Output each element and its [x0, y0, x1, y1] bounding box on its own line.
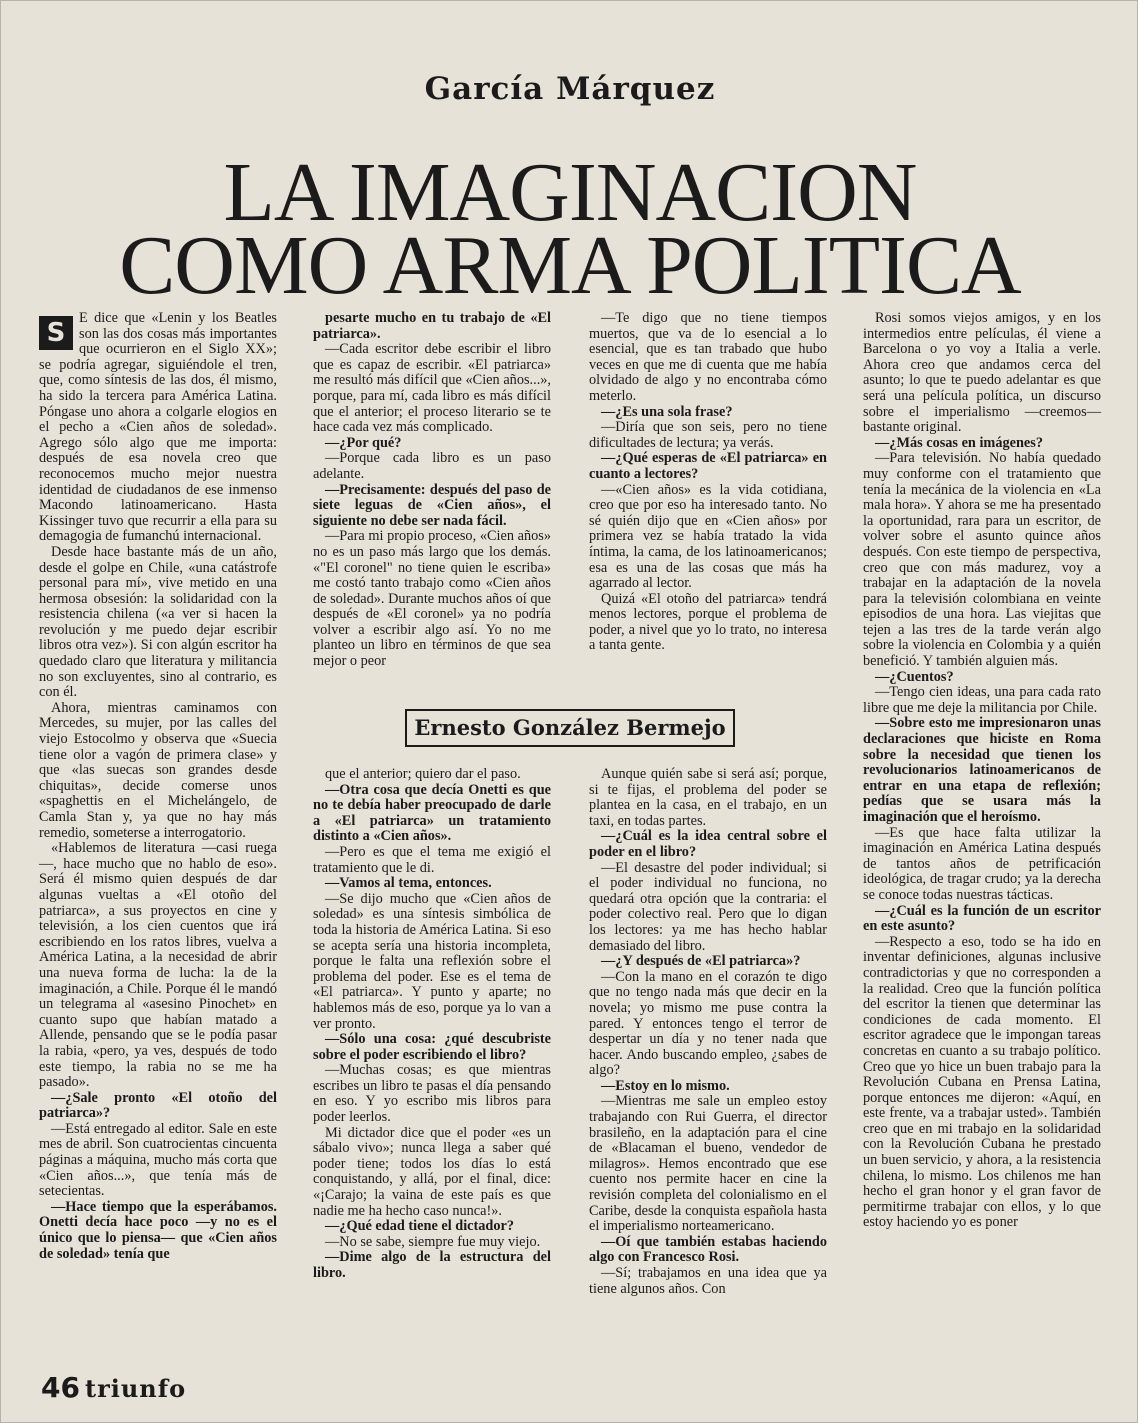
interview-question: —¿Cuál es la idea central sobre el poder en el libro?	[589, 828, 827, 860]
interview-question: —¿Cuál es la función de un escritor en este asunto?	[863, 902, 1101, 935]
column-2-bottom	[313, 767, 551, 1282]
column-1	[39, 311, 277, 1262]
paragraph: Mi dictador dice que el poder «es un sábalo vivo»; nunca llega a saber qué poder tiene; todos los días lo está conquistando, y allá, por el final, dice: «¡Carajo; la vaina de este país es que nadie me ha hecho caso nunca!».	[313, 1124, 551, 1219]
paragraph: —«Cien años» es la vida cotidiana, creo que por eso ha interesado tanto. No sé quién dijo que en «Cien años» por primera vez se había tratado la vida íntima, la cama, de los latinoamericanos; esa es una de las cosas que más ha agarrado al lector.	[589, 481, 827, 592]
paragraph: —El desastre del poder individual; si el poder individual no funciona, no quedará otra opción que la contraria: el poder colectivo real. Pero que lo digan los lectores: ya me has hecho hablar demasiado del libro.	[589, 859, 827, 954]
paragraph: —Para mi propio proceso, «Cien años» no es un paso más largo que los demás. «"El coronel" no tiene quien le escriba» me costó tanto trabajo como «Cien años de soledad». Durante muchos años oí que después de «El coronel» ya no podría volver a escribir algo así. Yo no me planteo un libro en términos de que sea mejor o peor	[313, 528, 551, 670]
interview-question: —Sólo una cosa: ¿qué descubriste sobre el poder escribiendo el libro?	[313, 1031, 551, 1063]
interview-question: —Otra cosa que decía Onetti es que no te debía haber preocupado de darle a «El patriarca» un tratamiento distinto a «Cien años».	[313, 781, 551, 845]
interview-question: —Estoy en lo mismo.	[601, 1077, 730, 1094]
interview-question: —¿Qué esperas de «El patriarca» en cuanto a lectores?	[589, 450, 827, 482]
paragraph: —Tengo cien ideas, una para cada rato libre que me deje la militancia por Chile.	[863, 684, 1101, 716]
column-4	[863, 311, 1101, 1231]
paragraph: —Cada escritor debe escribir el libro que es capaz de escribir. «El patriarca» me resultó más difícil que «Cien años...», porque, para mí, cada libro es más difícil que el anterior; el proceso literario se te hace cada vez más complicado.	[313, 341, 551, 436]
interview-question: —Dime algo de la estructura del libro.	[313, 1249, 551, 1281]
headline-line-1: LA IMAGINACION	[223, 146, 917, 239]
headline-line-2: COMO ARMA POLITICA	[119, 219, 1021, 312]
paragraph: —Pero es que el tema me exigió el tratamiento que le di.	[313, 843, 551, 876]
interview-question: —¿Cuentos?	[875, 668, 954, 685]
paragraph: Ahora, mientras caminamos con Mercedes, su mujer, por las calles del viejo Estocolmo y observa que «Suecia tiene olor a vagón de primera clase» y que «las suecas son grandes desde chiquitas», decide comerse unos «spaghettis en el Michelángelo, de Camla Stan y, ya que no hay más remedio, someterse a interrogatorio.	[39, 699, 277, 841]
paragraph: —Te digo que no tiene tiempos muertos, que va de lo esencial a lo esencial, que es tan trabado que hubo veces en que me di cuenta que me había olvidado de algo y no encontraba cómo meterlo.	[589, 310, 827, 404]
paragraph: —Porque cada libro es un paso adelante.	[313, 450, 551, 482]
magazine-logo: triunfo	[85, 1374, 187, 1403]
interview-question: —Precisamente: después del paso de siete leguas de «Cien años», el siguiente no debe ser nada fácil.	[313, 481, 551, 529]
paragraph: —Sí; trabajamos en una idea que ya tiene algunos años. Con	[589, 1265, 827, 1297]
byline-box: Ernesto González Bermejo	[405, 709, 735, 747]
paragraph: —Respecto a eso, todo se ha ido en inventar definiciones, algunas inclusive contradictorias y que no corresponden a la realidad. Creo que la función política del escritor la tienen que determinar las condiciones de cada momento. El escritor agradece que le impongan tareas concretas en cuanto a su trabajo político. Creo que yo hice un buen trabajo para la Revolución Cubana en Prensa Latina, porque entonces me dijeron: «Aquí, en este frente, va a trabajar usted». También creo que en mi trabajo en la solidaridad con la Revolución Cubana he prestado un buen servicio, y ahora, a la resistencia chilena, lo mismo. Los chilenos me han hecho el gran honor y el gran favor de permitirme trabajar con ellos, y lo que estoy haciendo yo es poner	[863, 933, 1101, 1231]
paragraph: —Se dijo mucho que «Cien años de soledad» es una síntesis simbólica de toda la historia de América Latina. Si eso se acepta sería una historia incompleta, porque le falta una reflexión sobre el problema del poder. Ese es el tema de «El patriarca». Y punto y aparte; no hablemos más de eso, porque ya lo van a ver pronto.	[313, 890, 551, 1032]
paragraph: —No se sabe, siempre fue muy viejo.	[325, 1233, 541, 1250]
paragraph: —Diría que son seis, pero no tiene dificultades de lectura; ya verás.	[589, 419, 827, 451]
interview-question: —Oí que también estabas haciendo algo con Francesco Rosi.	[589, 1233, 827, 1266]
column-3-bottom	[589, 767, 827, 1297]
paragraph: S E dice que «Lenin y los Beatles son las dos cosas más importantes que ocurrieron en el Siglo XX»; se podría agregar, siguiéndole el tren, que, como síntesis de las dos, él mismo, ha sido la tercera para América Latina. Póngase uno ahora a colgarle elogios en el pecho a «Cien años de soledad». Agrego sólo algo que me importa: después de esa novela creo que reconocemos mucho mejor nuestra identidad de ciudadanos de ese inmenso Macondo latinoamericano. Hasta Kissinger tuvo que recurrir a ella para su demagogia de fumanchú internacional.	[39, 310, 277, 545]
interview-question: —¿Sale pronto «El otoño del patriarca»?	[39, 1089, 277, 1122]
paragraph: Quizá «El otoño del patriarca» tendrá menos lectores, porque el problema de poder, a nivel que yo lo trato, no interesa a tanta gente.	[589, 590, 827, 654]
column-3-top	[589, 311, 827, 654]
interview-question: —¿Es una sola frase?	[601, 403, 733, 420]
paragraph: que el anterior; quiero dar el paso.	[325, 766, 521, 782]
interview-question: —Hace tiempo que la esperábamos. Onetti decía hace poco —y no es el único que lo piensa— que «Cien años de soledad» tenía que	[39, 1198, 277, 1262]
interview-question: —¿Qué edad tiene el dictador?	[325, 1218, 515, 1235]
paragraph: —Para televisión. No había quedado muy conforme con el tratamiento que tenía la mecánica de la violencia en «La mala hora». Y ahora se me ha presentado la oportunidad, rara para un escritor, de volver sobre el asunto quince años después. Con este tiempo de perspectiva, creo que con más madurez, voy a trabajar en la adaptación de la novela para la televisión colombiana en veinte episodios de una hora. Las viejitas que tejen a las tres de la tarde verán algo sobre la violencia en Colombia y a quién benefició. Y también alguien más.	[863, 450, 1101, 670]
paragraph: —Mientras me sale un empleo estoy trabajando con Rui Guerra, el director brasileño, en la adaptación para el cine de «Blacaman el bueno, vendedor de milagros». Hemos encontrado que ese cuento nos permite hacer en cine la revisión completa del colonialismo en el Caribe, desde la conquista española hasta el imperialismo norteamericano.	[589, 1093, 827, 1235]
interview-question: —Sobre esto me impresionaron unas declaraciones que hiciste en Roma sobre la necesidad que tienen los revolucionarios latinoamericanos de entrar en una etapa de reflexión; pedías que se usara más la imaginación que el heroísmo.	[863, 715, 1101, 825]
page-number: 46	[41, 1371, 80, 1404]
paragraph: —Está entregado al editor. Sale en este mes de abril. Son cuatrocientas cincuenta páginas a máquina, mucho más corta que «Cien años...», que tenía más de setecientas.	[39, 1120, 277, 1200]
interview-question: —¿Y después de «El patriarca»?	[601, 953, 801, 970]
interview-question: —¿Más cosas en imágenes?	[875, 434, 1043, 451]
paragraph: —Con la mano en el corazón te digo que no tengo nada más que decir en la novela; yo mismo me puse contra la pared. Y entonces tengo el terror de despertar un día y no tener nada que hacer. Ando buscando empleo, ¿sabes de algo?	[589, 968, 827, 1079]
interview-question: —Vamos al tema, entonces.	[325, 875, 492, 892]
interview-question: —¿Por qué?	[325, 434, 402, 451]
kicker-author: García Márquez	[424, 71, 716, 107]
interview-question: pesarte mucho en tu trabajo de «El patriarca».	[313, 310, 551, 342]
paragraph: Aunque quién sabe si será así; porque, si te fijas, el problema del poder se plantea en la casa, en el trabajo, en un taxi, en todas partes.	[589, 766, 827, 829]
drop-cap: S	[39, 316, 73, 350]
paragraph: «Hablemos de literatura —casi ruega—, hace mucho que no hablo de eso». Será él mismo quien después de dar algunas vueltas a «El otoño del patriarca», a sus proyectos en cine y televisión, a los cien cuentos que irá escribiendo en los ratos libres, vuelva a América Latina, a la necesidad de abrir una nueva forma de lucha: la de la imaginación, a Chile. Porque él le mandó un telegrama al «asesino Pinochet» en cuanto supo que habían matado a Allende, pensando que se le podía pasar la rabia, «pero, ya ves, después de todo este tiempo, la rabia no se me ha pasado».	[39, 840, 277, 1091]
column-2-top	[313, 311, 551, 670]
paragraph: Rosi somos viejos amigos, y en los intermedios entre películas, él viene a Barcelona o yo voy a Italia a verle. Ahora creo que andamos cerca del asunto; lo que te puedo adelantar es que será una película política, un discurso sobre el imperialismo —creemos— bastante original.	[863, 310, 1101, 436]
paragraph: —Es que hace falta utilizar la imaginación en América Latina después de tantos años de petrificación ideológica, de tragar crudo; ya la derecha se conoce todas nuestras tácticas.	[863, 824, 1101, 903]
paragraph: —Muchas cosas; es que mientras escribes un libro te pasas el día pensando en eso. Y yo escribo mis libros para poder leerlos.	[313, 1062, 551, 1126]
paragraph: Desde hace bastante más de un año, desde el golpe en Chile, «una catástrofe personal para mí», vive metido en una hermosa obsesión: la solidaridad con la resistencia chilena («a ver si hacen la revolución y me puedo dejar escribir libros otra vez»). Si con algún escritor ha quedado claro que literatura y militancia no son excluyentes, sino al contrario, es con él.	[39, 543, 277, 701]
